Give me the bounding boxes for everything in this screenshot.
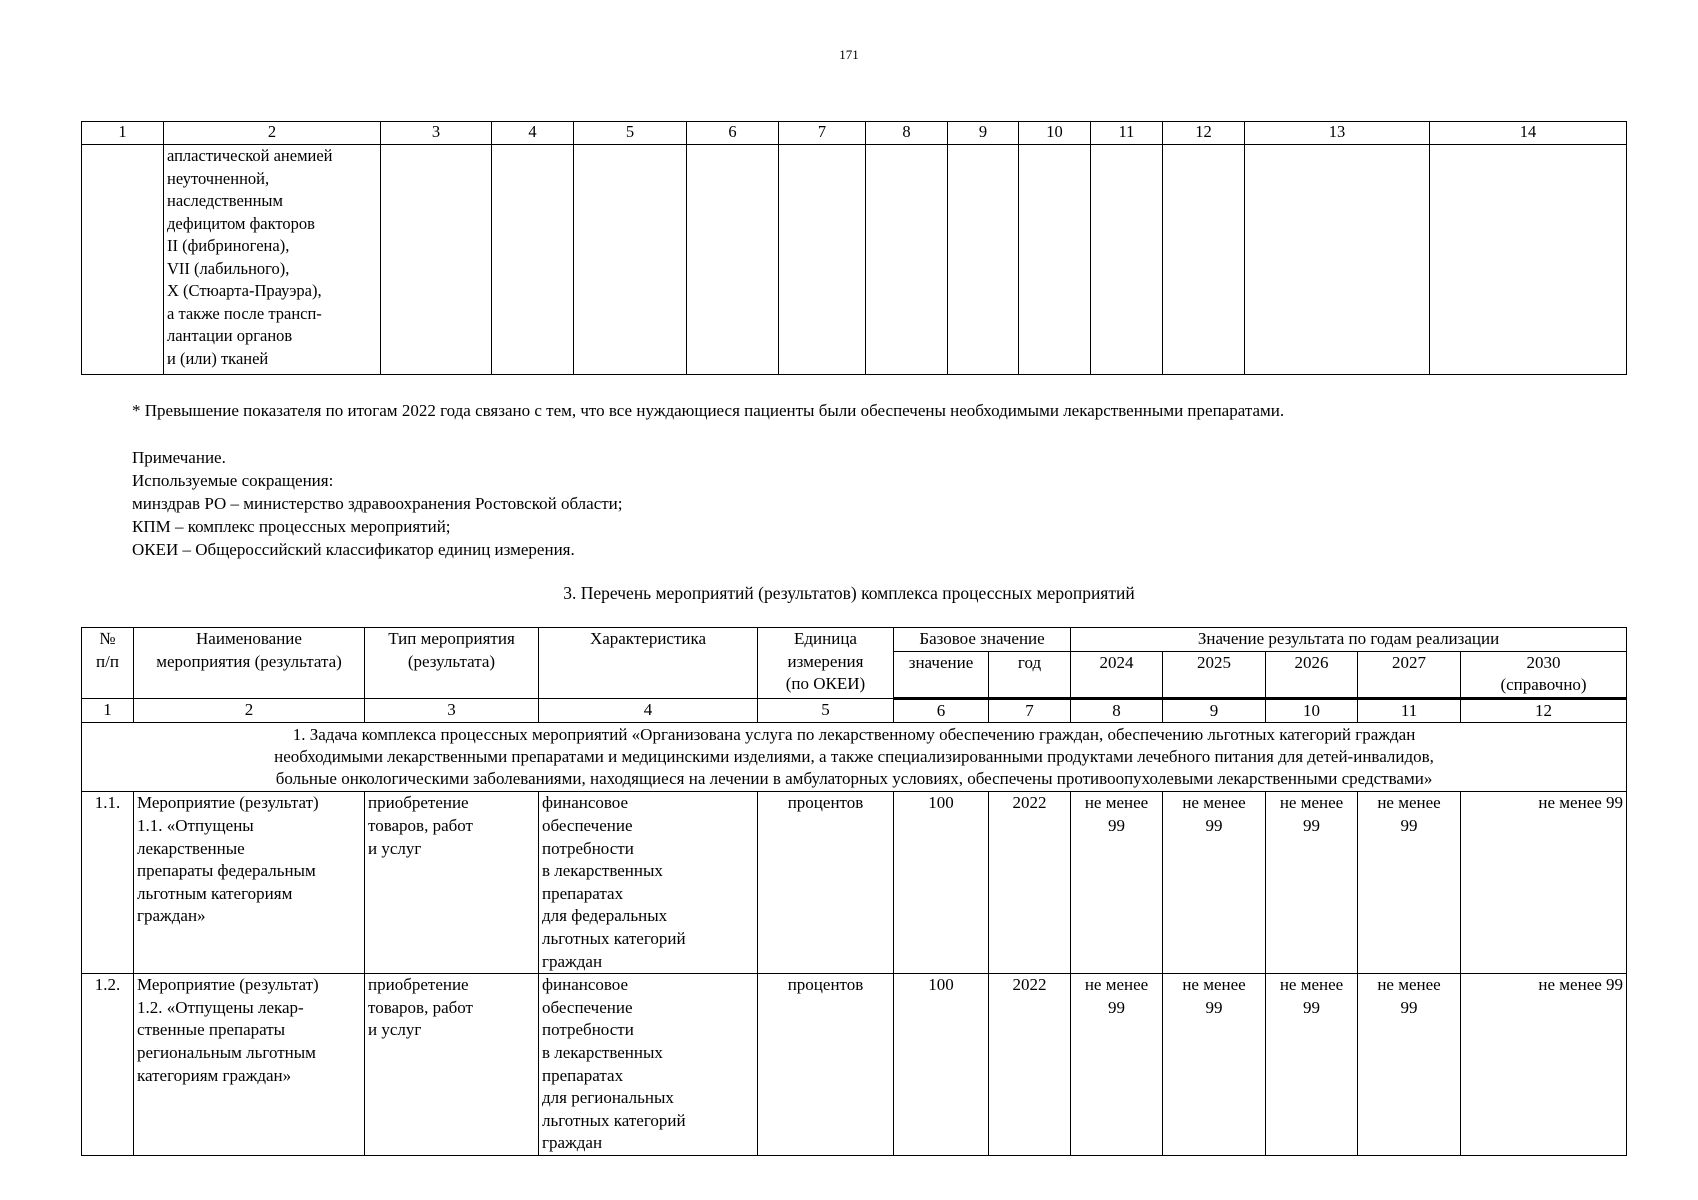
header-type: Тип мероприятия (результата): [365, 628, 539, 699]
base-value: 100: [894, 792, 989, 974]
measures-table: [81, 627, 1627, 1156]
col-number: 12: [1163, 122, 1245, 145]
header-year-last: 2030 (справочно): [1461, 651, 1627, 698]
task-row: [82, 723, 1627, 792]
base-year: 2022: [989, 974, 1071, 1156]
col-number: 3: [381, 122, 492, 145]
col-number: 6: [687, 122, 779, 145]
column-number-row: [82, 698, 1627, 723]
col-number: 9: [948, 122, 1019, 145]
continued-text-cell: апластической анемией неуточненной, наследственным дефицитом факторов II (фибриногена), VII (лабильного), X (Стюарта-Прауэра), а также после трансп- лантации органов и (или) тканей: [164, 145, 381, 375]
note-heading: Примечание.: [132, 448, 226, 467]
col-number: 2: [134, 698, 365, 723]
base-year: 2022: [989, 792, 1071, 974]
year-value: не менее 99: [1071, 792, 1163, 974]
header-year: 2026: [1266, 651, 1358, 698]
abbreviation-item: ОКЕИ – Общероссийский классификатор единиц измерения.: [132, 540, 575, 559]
measure-unit: процентов: [758, 974, 894, 1156]
abbreviation-item: КПМ – комплекс процессных мероприятий;: [132, 517, 451, 536]
header-base: Базовое значение: [894, 628, 1071, 652]
row-number: 1.1.: [82, 792, 134, 974]
header-name: Наименование мероприятия (результата): [134, 628, 365, 699]
footnote: * Превышение показателя по итогам 2022 года связано с тем, что все нуждающиеся пациенты были обеспечены необходимыми лекарственными препаратами.: [132, 401, 1285, 420]
year-value: не менее 99: [1266, 792, 1358, 974]
table-row: [82, 145, 1627, 375]
col-number: 11: [1091, 122, 1163, 145]
header-years-group: Значение результата по годам реализации: [1071, 628, 1627, 652]
col-number: 11: [1358, 698, 1461, 723]
col-number: 8: [1071, 698, 1163, 723]
year-value-last: не менее 99: [1461, 792, 1627, 974]
measure-characteristic: финансовое обеспечение потребности в лекарственных препаратах для региональных льготных категорий граждан: [539, 974, 758, 1156]
col-number: 2: [164, 122, 381, 145]
measure-unit: процентов: [758, 792, 894, 974]
measure-name: Мероприятие (результат) 1.1. «Отпущены лекарственные препараты федеральным льготным категориям граждан»: [134, 792, 365, 974]
task-description: 1. Задача комплекса процессных мероприятий «Организована услуга по лекарственному обеспечению граждан, обеспечению льготных категорий граждан необходимыми лекарственными препаратами и медицинскими изделиями, а также специализированными продуктами лечебного питания для детей-инвалидов, больные онкологическими заболеваниями, находящиеся на лечении в амбулаторных условиях, обеспечены противоопухолевыми лекарственными средствами»: [82, 723, 1627, 792]
header-year: 2027: [1358, 651, 1461, 698]
col-number: 1: [82, 698, 134, 723]
col-number: 4: [492, 122, 574, 145]
measure-name: Мероприятие (результат) 1.2. «Отпущены лекар- ственные препараты региональным льготным категориям граждан»: [134, 974, 365, 1156]
col-number: 6: [894, 698, 989, 723]
page-number: 171: [839, 47, 859, 62]
abbreviation-item: минздрав РО – министерство здравоохранения Ростовской области;: [132, 494, 623, 513]
measure-characteristic: финансовое обеспечение потребности в лекарственных препаратах для федеральных льготных категорий граждан: [539, 792, 758, 974]
column-number-row: [82, 122, 1627, 145]
col-number: 9: [1163, 698, 1266, 723]
col-number: 12: [1461, 698, 1627, 723]
header-unit: Единица измерения (по ОКЕИ): [758, 628, 894, 699]
col-number: 14: [1430, 122, 1627, 145]
col-number: 1: [82, 122, 164, 145]
year-value: не менее 99: [1266, 974, 1358, 1156]
col-number: 3: [365, 698, 539, 723]
year-value-last: не менее 99: [1461, 974, 1627, 1156]
year-value: не менее 99: [1163, 792, 1266, 974]
abbreviations-heading: Используемые сокращения:: [132, 471, 334, 490]
header-base-year: год: [989, 651, 1071, 698]
table-row: [82, 974, 1627, 1156]
header-characteristic: Характеристика: [539, 628, 758, 699]
year-value: не менее 99: [1163, 974, 1266, 1156]
table-row: [82, 792, 1627, 974]
row-number: 1.2.: [82, 974, 134, 1156]
col-number: 5: [574, 122, 687, 145]
col-number: 10: [1266, 698, 1358, 723]
base-value: 100: [894, 974, 989, 1156]
header-year: 2024: [1071, 651, 1163, 698]
measure-type: приобретение товаров, работ и услуг: [365, 974, 539, 1156]
measure-type: приобретение товаров, работ и услуг: [365, 792, 539, 974]
col-number: 8: [866, 122, 948, 145]
col-number: 4: [539, 698, 758, 723]
col-number: 7: [989, 698, 1071, 723]
col-number: 7: [779, 122, 866, 145]
year-value: не менее 99: [1358, 792, 1461, 974]
header-row: [82, 628, 1627, 652]
header-no: № п/п: [82, 628, 134, 699]
header-year: 2025: [1163, 651, 1266, 698]
header-base-value: значение: [894, 651, 989, 698]
continuation-table: [81, 121, 1627, 375]
col-number: 5: [758, 698, 894, 723]
year-value: не менее 99: [1358, 974, 1461, 1156]
col-number: 13: [1245, 122, 1430, 145]
section-title: 3. Перечень мероприятий (результатов) комплекса процессных мероприятий: [563, 583, 1135, 603]
col-number: 10: [1019, 122, 1091, 145]
year-value: не менее 99: [1071, 974, 1163, 1156]
